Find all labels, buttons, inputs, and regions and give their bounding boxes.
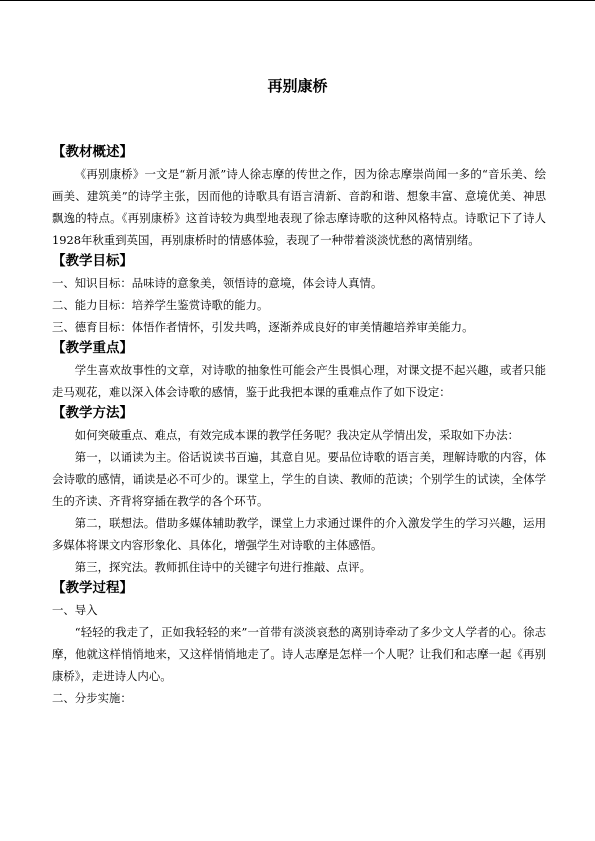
process-intro-label: 一、导入 <box>52 603 98 617</box>
focus-heading: 【教学重点】 <box>52 340 133 356</box>
overview-heading: 【教材概述】 <box>52 144 133 160</box>
methods-heading: 【教学方法】 <box>52 405 133 421</box>
method-association: 第二，联想法。借助多媒体辅助教学，课堂上力求通过课件的介入激发学生的学习兴趣，运用多媒体将课文内容形象化、具体化，增强学生对诗歌的主体感悟。 <box>52 516 546 552</box>
document-title: 再别康桥 <box>267 77 328 95</box>
process-heading: 【教学过程】 <box>52 580 133 596</box>
focus-paragraph: 学生喜欢故事性的文章，对诗歌的抽象性可能会产生畏惧心理，对课文提不起兴趣，或者只能走马观花，难以深入体会诗歌的感情，鉴于此我把本课的重难点作了如下设定： <box>52 363 546 399</box>
page-top-rule <box>0 0 595 1</box>
goals-heading: 【教学目标】 <box>52 253 133 269</box>
methods-intro: 如何突破重点、难点，有效完成本课的教学任务呢？我决定从学情出发，采取如下办法： <box>74 428 520 442</box>
method-inquiry: 第三，探究法。教师抓住诗中的关键字句进行推敲、点评。 <box>74 560 371 574</box>
method-reading: 第一，以诵读为主。俗话说读书百遍，其意自见。要品位诗歌的语言美，理解诗歌的内容，体会诗歌的感情，诵读是必不可少的。课堂上，学生的自读、教师的范读；个别学生的试读，全体学生的齐读、齐背将穿插在教学的各个环节。 <box>52 450 546 508</box>
goal-ability: 二、能力目标：培养学生鉴赏诗歌的能力。 <box>52 298 269 312</box>
process-steps-label: 二、分步实施： <box>52 691 132 705</box>
process-intro-paragraph: “轻轻的我走了，正如我轻轻的来”一首带有淡淡哀愁的离别诗牵动了多少文人学者的心。徐志摩，他就这样悄悄地来，又这样悄悄地走了。诗人志摩是怎样一个人呢？让我们和志摩一起《再别康桥》，走进诗人内心。 <box>52 625 546 683</box>
document-body <box>52 142 546 709</box>
goal-knowledge: 一、知识目标：品味诗的意象美，领悟诗的意境，体会诗人真情。 <box>52 276 383 290</box>
overview-paragraph: 《再别康桥》一文是“新月派”诗人徐志摩的传世之作，因为徐志摩崇尚闻一多的“音乐美、绘画美、建筑美”的诗学主张，因而他的诗歌具有语言清新、音韵和谐、想象丰富、意境优美、神思飘逸的特点。《再别康桥》这首诗较为典型地表现了徐志摩诗歌的这种风格特点。诗歌记下了诗人1928年秋重到英国，再别康桥时的情感体验，表现了一种带着淡淡忧愁的离情别绪。 <box>52 167 546 247</box>
goal-moral: 三、德育目标：体悟作者情怀，引发共鸣，逐渐养成良好的审美情趣培养审美能力。 <box>52 320 474 334</box>
